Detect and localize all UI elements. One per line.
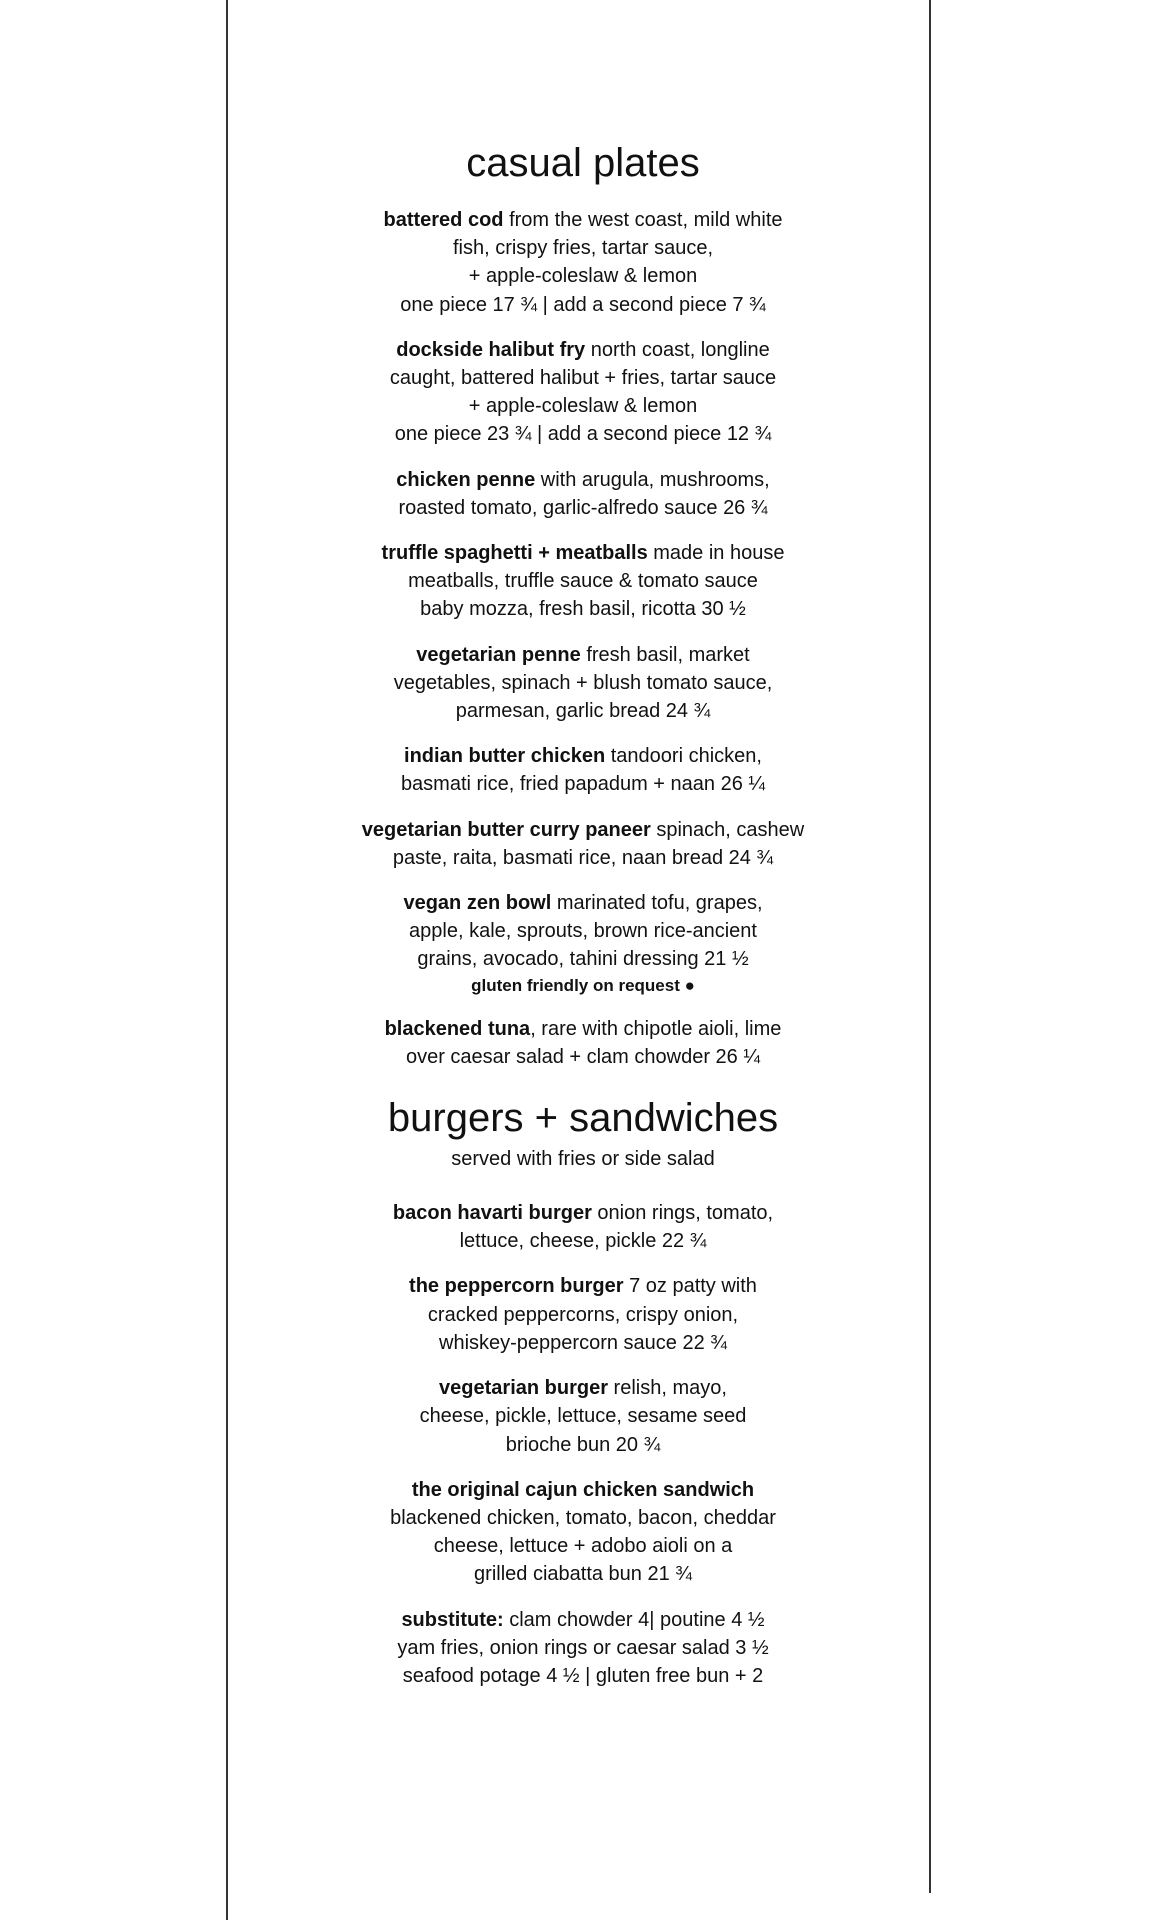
item-description: apple, kale, sprouts, brown rice-ancient: [409, 920, 757, 943]
item-description: meatballs, truffle sauce & tomato sauce: [408, 570, 758, 593]
gluten-friendly-note: gluten friendly on request ●: [471, 975, 695, 995]
menu-item: [330, 539, 836, 624]
menu-item: [330, 889, 836, 998]
menu-item: [330, 1476, 836, 1589]
item-description: basmati rice, fried papadum + naan 26 ¼: [400, 773, 766, 796]
menu-item: [330, 1272, 836, 1357]
item-name: chicken penne: [396, 468, 536, 491]
menu-item: [330, 816, 836, 872]
item-description: cheese, pickle, lettuce, sesame seed: [419, 1405, 747, 1428]
item-description: from the west coast, mild white: [503, 209, 783, 231]
item-description: seafood potage 4 ½ | gluten free bun + 2: [402, 1664, 764, 1687]
menu-item: [330, 206, 836, 319]
item-description: vegetables, spinach + blush tomato sauce,: [393, 671, 773, 694]
item-description: 7 oz patty with: [623, 1275, 757, 1298]
item-description: clam chowder 4| poutine 4 ½: [503, 1608, 765, 1631]
menu-item: [330, 1374, 836, 1459]
item-name: substitute:: [401, 1608, 504, 1631]
item-description: fish, crispy fries, tartar sauce,: [452, 237, 714, 260]
item-name: vegan zen bowl: [403, 892, 552, 915]
section-casual-plates: [330, 136, 836, 1071]
item-description: cracked peppercorns, crispy onion,: [427, 1303, 739, 1326]
menu-item: [330, 1015, 836, 1071]
item-name: vegetarian penne: [416, 643, 581, 666]
item-description: marinated tofu, grapes,: [551, 892, 763, 915]
item-description: north coast, longline: [585, 338, 770, 361]
menu-item: [330, 1606, 836, 1691]
right-border-line: [929, 0, 931, 1893]
item-name: vegetarian butter curry paneer: [361, 818, 651, 841]
item-description: baby mozza, fresh basil, ricotta 30 ½: [420, 598, 746, 621]
menu-page: [330, 136, 836, 1707]
menu-item: [330, 1199, 836, 1255]
menu-item: [330, 742, 836, 798]
section-title: burgers + sandwiches: [387, 1096, 779, 1141]
item-description: onion rings, tomato,: [591, 1202, 774, 1225]
item-description: caught, battered halibut + fries, tartar sauce: [389, 367, 777, 390]
item-description: spinach, cashew: [650, 818, 805, 841]
item-name: bacon havarti burger: [392, 1202, 592, 1225]
item-description: lettuce, cheese, pickle 22 ¾: [459, 1230, 707, 1253]
item-description: yam fries, onion rings or caesar salad 3 ½: [397, 1636, 769, 1659]
item-description: with arugula, mushrooms,: [535, 468, 770, 491]
item-description: grilled ciabatta bun 21 ¾: [474, 1563, 692, 1586]
item-description: paste, raita, basmati rice, naan bread 24 ¾: [392, 846, 774, 869]
item-description: + apple-coleslaw & lemon: [468, 265, 698, 288]
menu-item: [330, 641, 836, 726]
item-description: brioche bun 20 ¾: [505, 1433, 661, 1456]
item-description: roasted tomato, garlic-alfredo sauce 26 ¾: [398, 496, 768, 519]
item-name: the original cajun chicken sandwich: [411, 1478, 755, 1501]
item-description: over caesar salad + clam chowder 26 ¼: [405, 1045, 761, 1068]
item-name: the peppercorn burger: [409, 1275, 624, 1298]
item-description: relish, mayo,: [608, 1377, 727, 1400]
menu-item: [330, 336, 836, 449]
item-description: , rare with chipotle aioli, lime: [530, 1017, 782, 1040]
item-name: blackened tuna: [384, 1017, 531, 1040]
section-subtitle: served with fries or side salad: [451, 1148, 715, 1171]
item-description: made in house: [647, 542, 785, 565]
item-name: vegetarian burger: [439, 1377, 608, 1400]
section-title: casual plates: [466, 141, 700, 185]
item-description: parmesan, garlic bread 24 ¾: [455, 700, 711, 723]
item-description: blackened chicken, tomato, bacon, cheddar: [390, 1506, 776, 1529]
item-description: cheese, lettuce + adobo aioli on a: [433, 1535, 733, 1558]
menu-item: [330, 466, 836, 522]
item-name: battered cod: [383, 209, 504, 231]
item-description: fresh basil, market: [580, 643, 750, 666]
item-name: truffle spaghetti + meatballs: [381, 542, 648, 565]
item-price: one piece 23 ¾ | add a second piece 12 ¾: [394, 423, 772, 446]
item-name: indian butter chicken: [404, 745, 606, 768]
section-burgers-sandwiches: [330, 1091, 836, 1690]
item-description: grains, avocado, tahini dressing 21 ½: [417, 948, 749, 971]
item-description: + apple-coleslaw & lemon: [468, 395, 698, 418]
item-name: dockside halibut fry: [396, 338, 586, 361]
item-description: tandoori chicken,: [605, 745, 762, 768]
left-border-line: [226, 0, 228, 1920]
item-price: one piece 17 ¾ | add a second piece 7 ¾: [400, 293, 766, 316]
item-description: whiskey-peppercorn sauce 22 ¾: [439, 1331, 727, 1354]
